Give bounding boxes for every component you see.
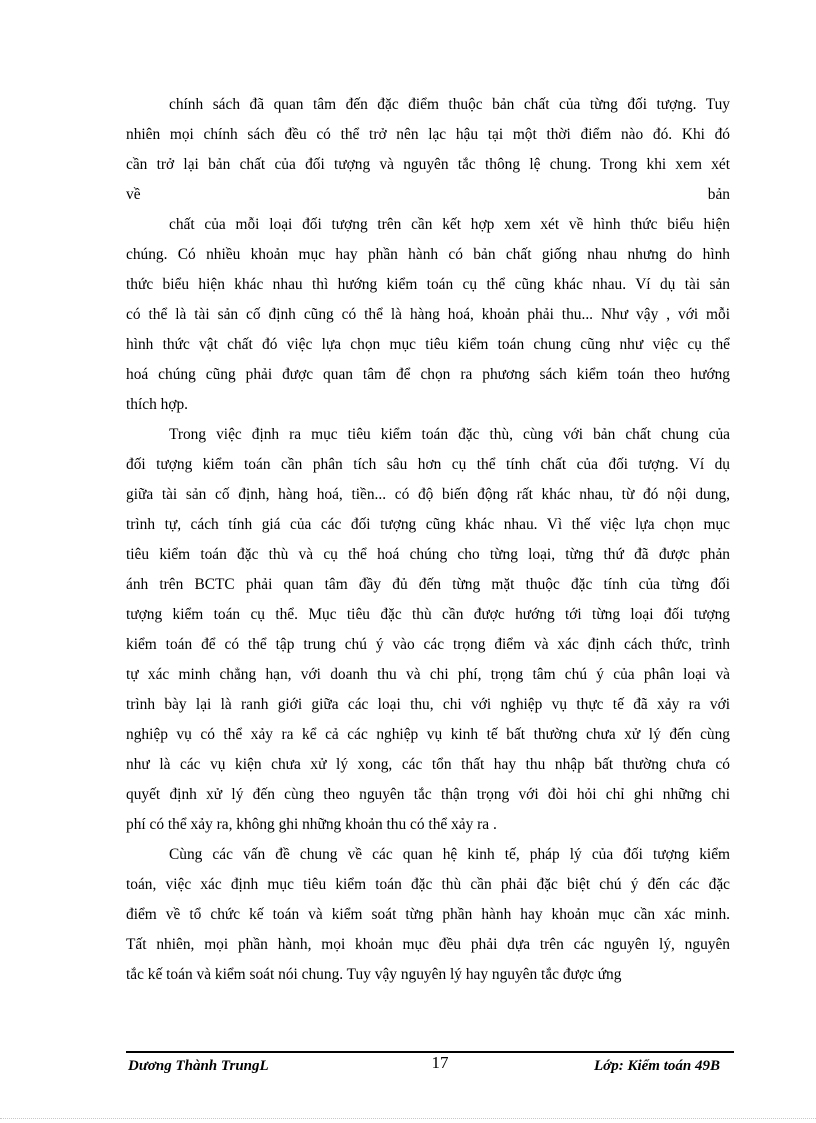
text-line: thức biểu hiện khác nhau thì hướng kiểm toán cụ thể cũng khác nhau. Ví dụ tài sản [126,276,730,293]
text-line: nghiệp vụ có thể xảy ra kể cả các nghiệp vụ kinh tế bất thường chưa xử lý đến cùng [126,726,730,743]
page-edge-dots [0,1118,816,1119]
text-line: tắc kế toán và kiểm soát nói chung. Tuy vậy nguyên lý hay nguyên tắc được ứng [126,966,622,983]
text-line: Cùng các vấn đề chung về các quan hệ kinh tế, pháp lý của đối tượng kiểm [169,846,730,863]
text-line: đối tượng kiểm toán cần phân tích sâu hơn cụ thể tính chất của đối tượng. Ví dụ [126,456,730,473]
text-line: chúng. Có nhiều khoản mục hay phần hành có bản chất giống nhau nhưng do hình [126,246,730,263]
text-line: kiểm toán để có thể tập trung chú ý vào các trọng điểm và xác định cách thức, trình [126,636,730,653]
text-line: tự xác minh chẳng hạn, với doanh thu và chi phí, trọng tâm chú ý của phân loại và [126,666,730,683]
page-number: 17 [431,1053,449,1072]
text-line: trình bày lại là ranh giới giữa các loại thu, chi với nghiệp vụ thực tế đã xảy ra với [126,696,730,713]
text-line: bản [707,186,730,203]
text-line: phí có thể xảy ra, không ghi những khoản thu có thể xảy ra . [126,816,497,833]
text-line: tiêu kiểm toán đặc thù và cụ thể hoá chúng cho từng loại, từng thứ đã được phản [126,546,730,563]
text-line: như là các vụ kiện chưa xử lý xong, các tổn thất hay thu nhập bất thường chưa có [126,756,730,773]
text-line: giữa tài sản cố định, hàng hoá, tiền... có độ biến động rất khác nhau, từ đó nội dung, [126,486,730,503]
footer-author: Dương Thành TrungL [128,1058,269,1074]
footer-class-label: Lớp: Kiểm toán 49B [594,1058,720,1074]
text-line: điểm về tổ chức kế toán và kiểm soát từng phần hành hay khoản mục cần xác minh. [126,906,730,923]
text-line: cần trở lại bản chất của đối tượng và nguyên tắc thông lệ chung. Trong khi xem xét [126,156,730,173]
text-line: thích hợp. [126,396,188,413]
text-line: chính sách đã quan tâm đến đặc điểm thuộc bản chất của từng đối tượng. Tuy [169,96,730,113]
text-line: Trong việc định ra mục tiêu kiểm toán đặc thù, cùng với bản chất chung của [169,426,730,443]
text-line: về [126,186,141,203]
text-line: trình tự, cách tính giá của các đối tượng cũng khác nhau. Vì thế việc lựa chọn mục [126,516,730,533]
text-line: hoá chúng cũng phải được quan tâm để chọn ra phương sách kiểm toán theo hướng [126,366,730,383]
text-line: tượng kiểm toán cụ thể. Mục tiêu đặc thù cần được hướng tới từng loại đối tượng [126,606,730,623]
text-line: nhiên mọi chính sách đều có thể trở nên lạc hậu tại một thời điểm nào đó. Khi đó [126,126,730,143]
text-line: hình thức vật chất đó việc lựa chọn mục tiêu kiểm toán chung cũng như việc cụ thể [126,336,730,353]
text-line: ánh trên BCTC phải quan tâm đầy đủ đến từng mặt thuộc đặc tính của từng đối [126,576,730,593]
text-line: Tất nhiên, mọi phần hành, mọi khoản mục đều phải dựa trên các nguyên lý, nguyên [126,936,730,953]
text-line: chất của mỗi loại đối tượng trên cần kết hợp xem xét về hình thức biểu hiện [169,216,730,233]
text-line: quyết định xử lý đến cùng theo nguyên tắc thận trọng với đòi hỏi chỉ ghi những chi [126,786,730,803]
text-line: toán, việc xác định mục tiêu kiểm toán đặc thù cần phải đặc biệt chú ý đến các đặc [126,876,730,893]
text-line: có thể là tài sản cố định cũng có thể là hàng hoá, khoản phải thu... Như vậy , với mỗi [126,306,730,323]
